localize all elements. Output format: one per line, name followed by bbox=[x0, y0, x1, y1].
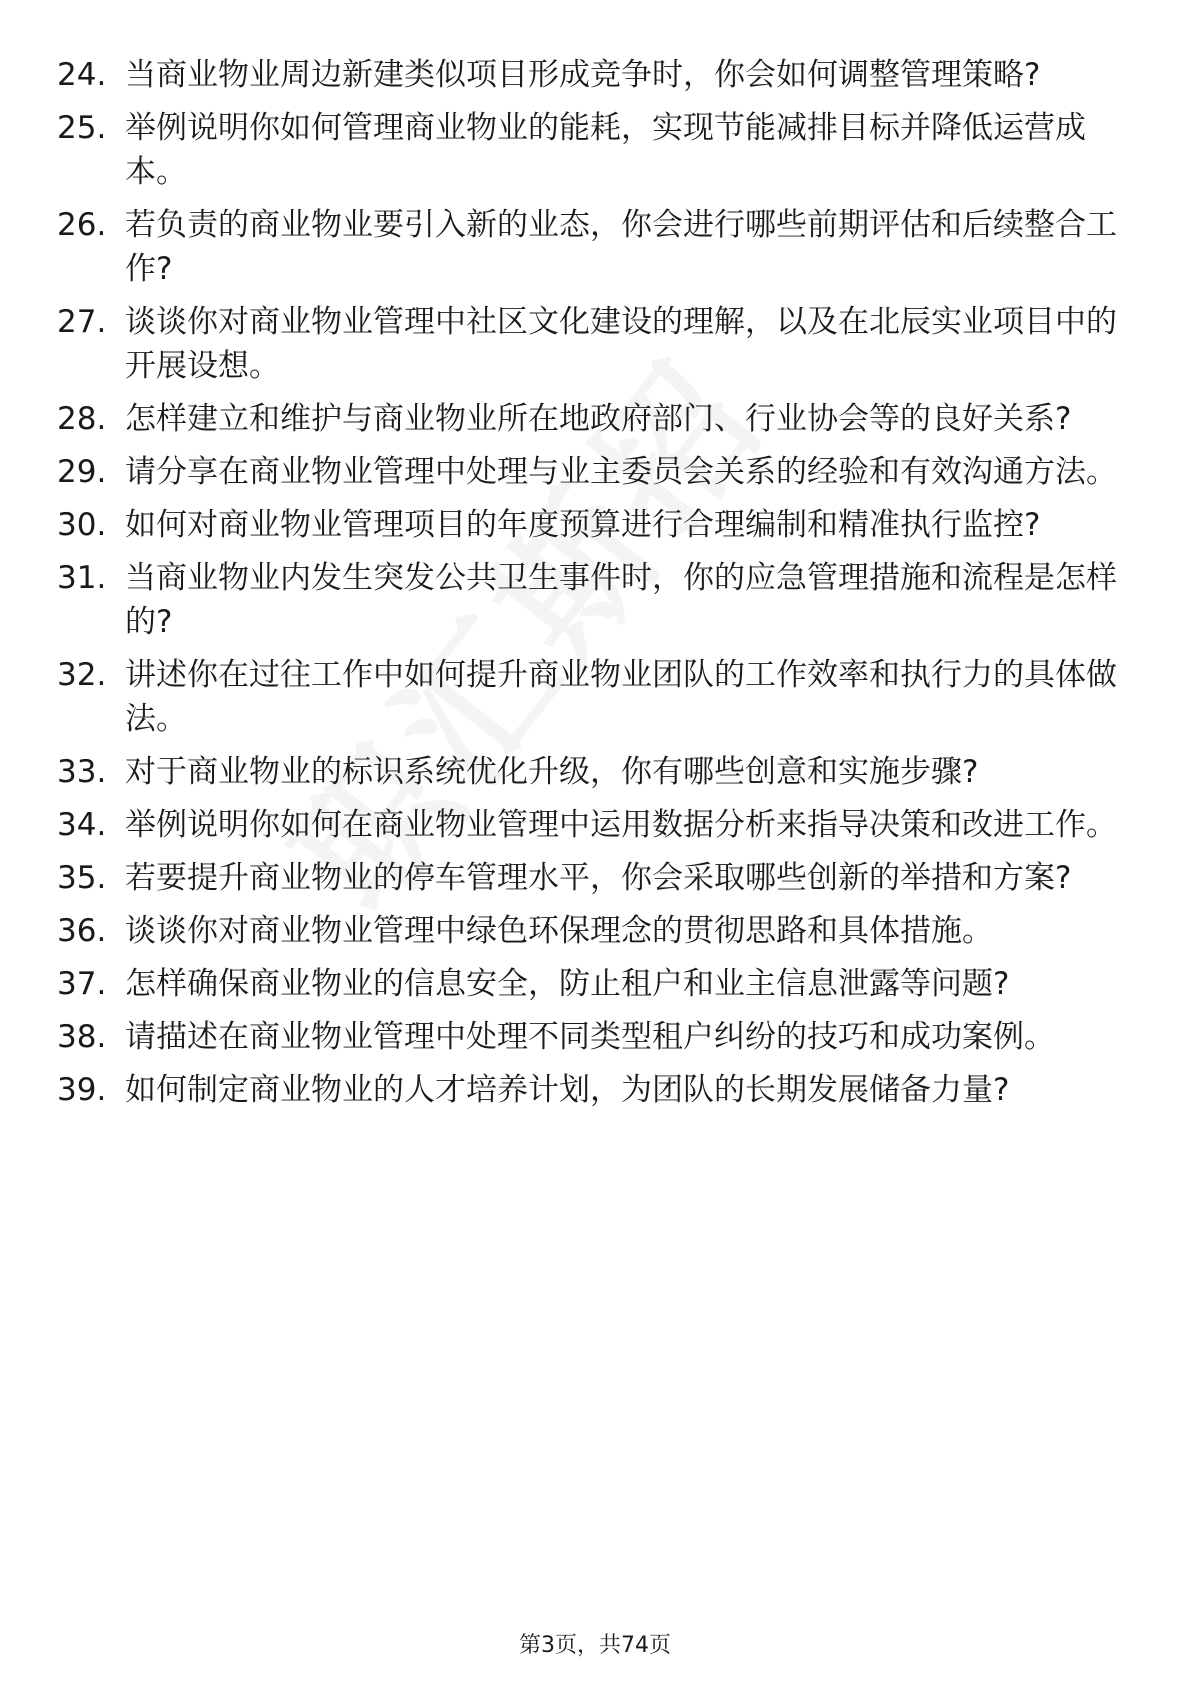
question-item bbox=[57, 503, 1117, 547]
question-text: 请描述在商业物业管理中处理不同类型租户纠纷的技巧和成功案例。 bbox=[125, 1019, 1055, 1055]
question-number: 34. bbox=[57, 807, 107, 843]
question-item bbox=[57, 909, 1117, 953]
question-number: 29. bbox=[57, 454, 107, 490]
question-number: 27. bbox=[57, 304, 107, 340]
question-item bbox=[57, 53, 1117, 97]
question-list bbox=[57, 53, 1117, 1121]
question-text: 当商业物业内发生突发公共卫生事件时，你的应急管理措施和流程是怎样的? bbox=[125, 560, 1117, 640]
question-item bbox=[57, 203, 1117, 291]
page-footer bbox=[0, 1628, 1190, 1659]
question-item bbox=[57, 962, 1117, 1006]
question-number: 38. bbox=[57, 1019, 107, 1055]
question-item bbox=[57, 1015, 1117, 1059]
question-number: 33. bbox=[57, 754, 107, 790]
question-text: 怎样建立和维护与商业物业所在地政府部门、行业协会等的良好关系? bbox=[125, 401, 1072, 437]
question-text: 如何制定商业物业的人才培养计划，为团队的长期发展储备力量? bbox=[125, 1072, 1010, 1108]
question-text: 谈谈你对商业物业管理中社区文化建设的理解，以及在北辰实业项目中的开展设想。 bbox=[125, 304, 1117, 384]
question-item bbox=[57, 556, 1117, 644]
question-text: 如何对商业物业管理项目的年度预算进行合理编制和精准执行监控? bbox=[125, 507, 1041, 543]
question-number: 39. bbox=[57, 1072, 107, 1108]
question-number: 30. bbox=[57, 507, 107, 543]
page-number-label: 第3页，共74页 bbox=[519, 1633, 671, 1658]
question-text: 举例说明你如何在商业物业管理中运用数据分析来指导决策和改进工作。 bbox=[125, 807, 1117, 843]
question-number: 24. bbox=[57, 57, 107, 93]
question-text: 举例说明你如何管理商业物业的能耗，实现节能减排目标并降低运营成本。 bbox=[125, 110, 1086, 190]
question-text: 讲述你在过往工作中如何提升商业物业团队的工作效率和执行力的具体做法。 bbox=[125, 657, 1117, 737]
question-text: 当商业物业周边新建类似项目形成竞争时，你会如何调整管理策略? bbox=[125, 57, 1041, 93]
question-number: 26. bbox=[57, 207, 107, 243]
question-item bbox=[57, 803, 1117, 847]
question-number: 35. bbox=[57, 860, 107, 896]
question-item bbox=[57, 106, 1117, 194]
question-item bbox=[57, 856, 1117, 900]
question-number: 32. bbox=[57, 657, 107, 693]
question-text: 若负责的商业物业要引入新的业态，你会进行哪些前期评估和后续整合工作? bbox=[125, 207, 1117, 287]
question-text: 对于商业物业的标识系统优化升级，你有哪些创意和实施步骤? bbox=[125, 754, 979, 790]
question-item bbox=[57, 750, 1117, 794]
question-item bbox=[57, 397, 1117, 441]
question-item bbox=[57, 450, 1117, 494]
question-text: 请分享在商业物业管理中处理与业主委员会关系的经验和有效沟通方法。 bbox=[125, 454, 1117, 490]
question-text: 谈谈你对商业物业管理中绿色环保理念的贯彻思路和具体措施。 bbox=[125, 913, 993, 949]
question-number: 28. bbox=[57, 401, 107, 437]
question-text: 若要提升商业物业的停车管理水平，你会采取哪些创新的举措和方案? bbox=[125, 860, 1072, 896]
question-number: 36. bbox=[57, 913, 107, 949]
question-item bbox=[57, 653, 1117, 741]
question-number: 31. bbox=[57, 560, 107, 596]
question-number: 37. bbox=[57, 966, 107, 1002]
question-number: 25. bbox=[57, 110, 107, 146]
question-item bbox=[57, 300, 1117, 388]
question-item bbox=[57, 1068, 1117, 1112]
question-text: 怎样确保商业物业的信息安全，防止租户和业主信息泄露等问题? bbox=[125, 966, 1010, 1002]
